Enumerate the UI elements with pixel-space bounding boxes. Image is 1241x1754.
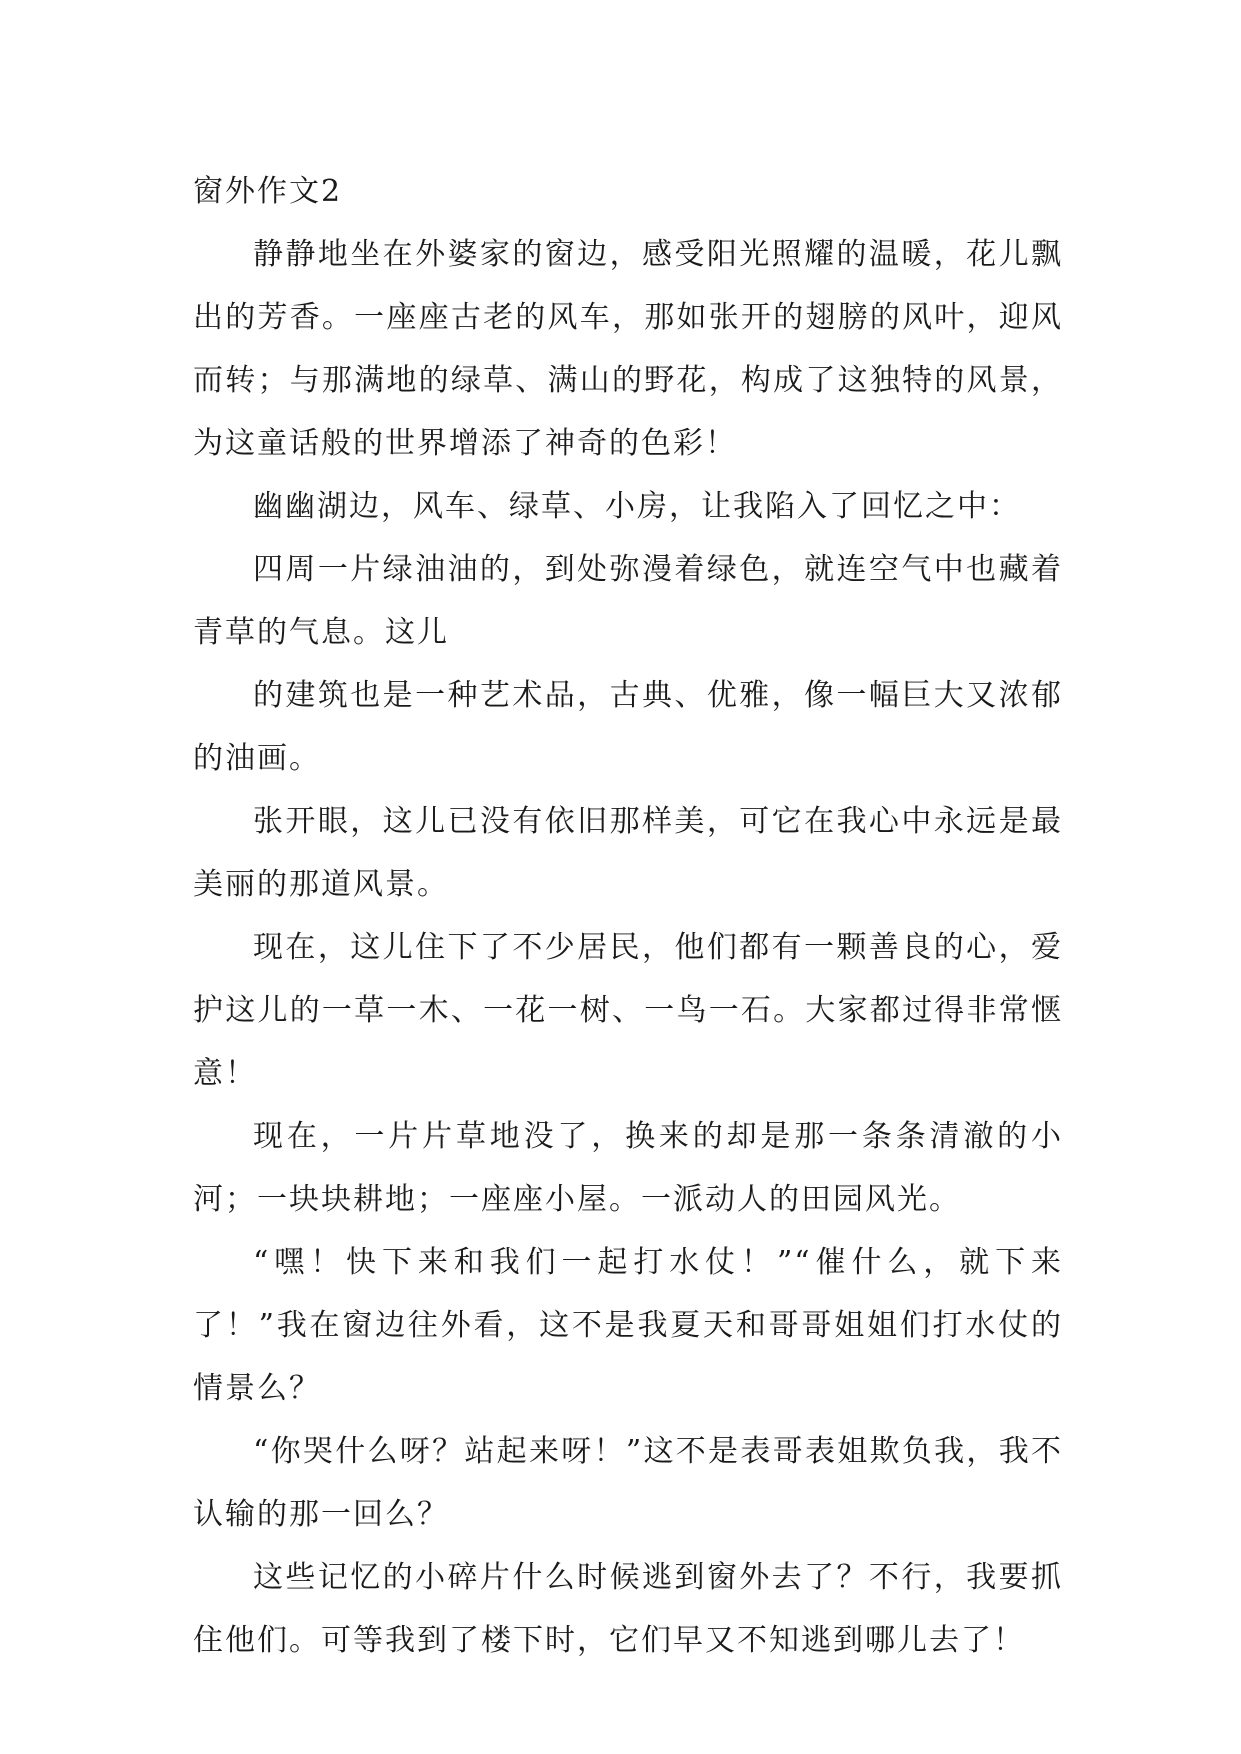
paragraph-7: 现在，一片片草地没了，换来的却是那一条条清澈的小河；一块块耕地；一座座小屋。一派动人的田园风光。 [193,1119,1063,1217]
paragraph-9: “你哭什么呀？站起来呀！”这不是表哥表姐欺负我，我不认输的那一回么？ [193,1434,1063,1532]
paragraph-3: 四周一片绿油油的，到处弥漫着绿色，就连空气中也藏着青草的气息。这儿 [193,552,1063,650]
paragraph-6: 现在，这儿住下了不少居民，他们都有一颗善良的心，爱护这儿的一草一木、一花一树、一鸟一石。大家都过得非常惬意！ [193,930,1063,1091]
paragraph-5: 张开眼，这儿已没有依旧那样美，可它在我心中永远是最美丽的那道风景。 [193,804,1063,902]
document-title: 窗外作文2 [193,174,343,209]
document-body [193,160,1063,1672]
paragraph-4: 的建筑也是一种艺术品，古典、优雅，像一幅巨大又浓郁的油画。 [193,678,1063,776]
paragraph-1: 静静地坐在外婆家的窗边，感受阳光照耀的温暖，花儿飘出的芳香。一座座古老的风车，那如张开的翅膀的风叶，迎风而转；与那满地的绿草、满山的野花，构成了这独特的风景，为这童话般的世界增添了神奇的色彩！ [193,237,1063,461]
paragraph-8: “嘿！快下来和我们一起打水仗！”“催什么，就下来了！”我在窗边往外看，这不是我夏天和哥哥姐姐们打水仗的情景么？ [193,1245,1063,1406]
paragraph-2: 幽幽湖边，风车、绿草、小房，让我陷入了回忆之中： [253,489,1021,524]
paragraph-10: 这些记忆的小碎片什么时候逃到窗外去了？不行，我要抓住他们。可等我到了楼下时，它们早又不知逃到哪儿去了！ [193,1560,1063,1658]
